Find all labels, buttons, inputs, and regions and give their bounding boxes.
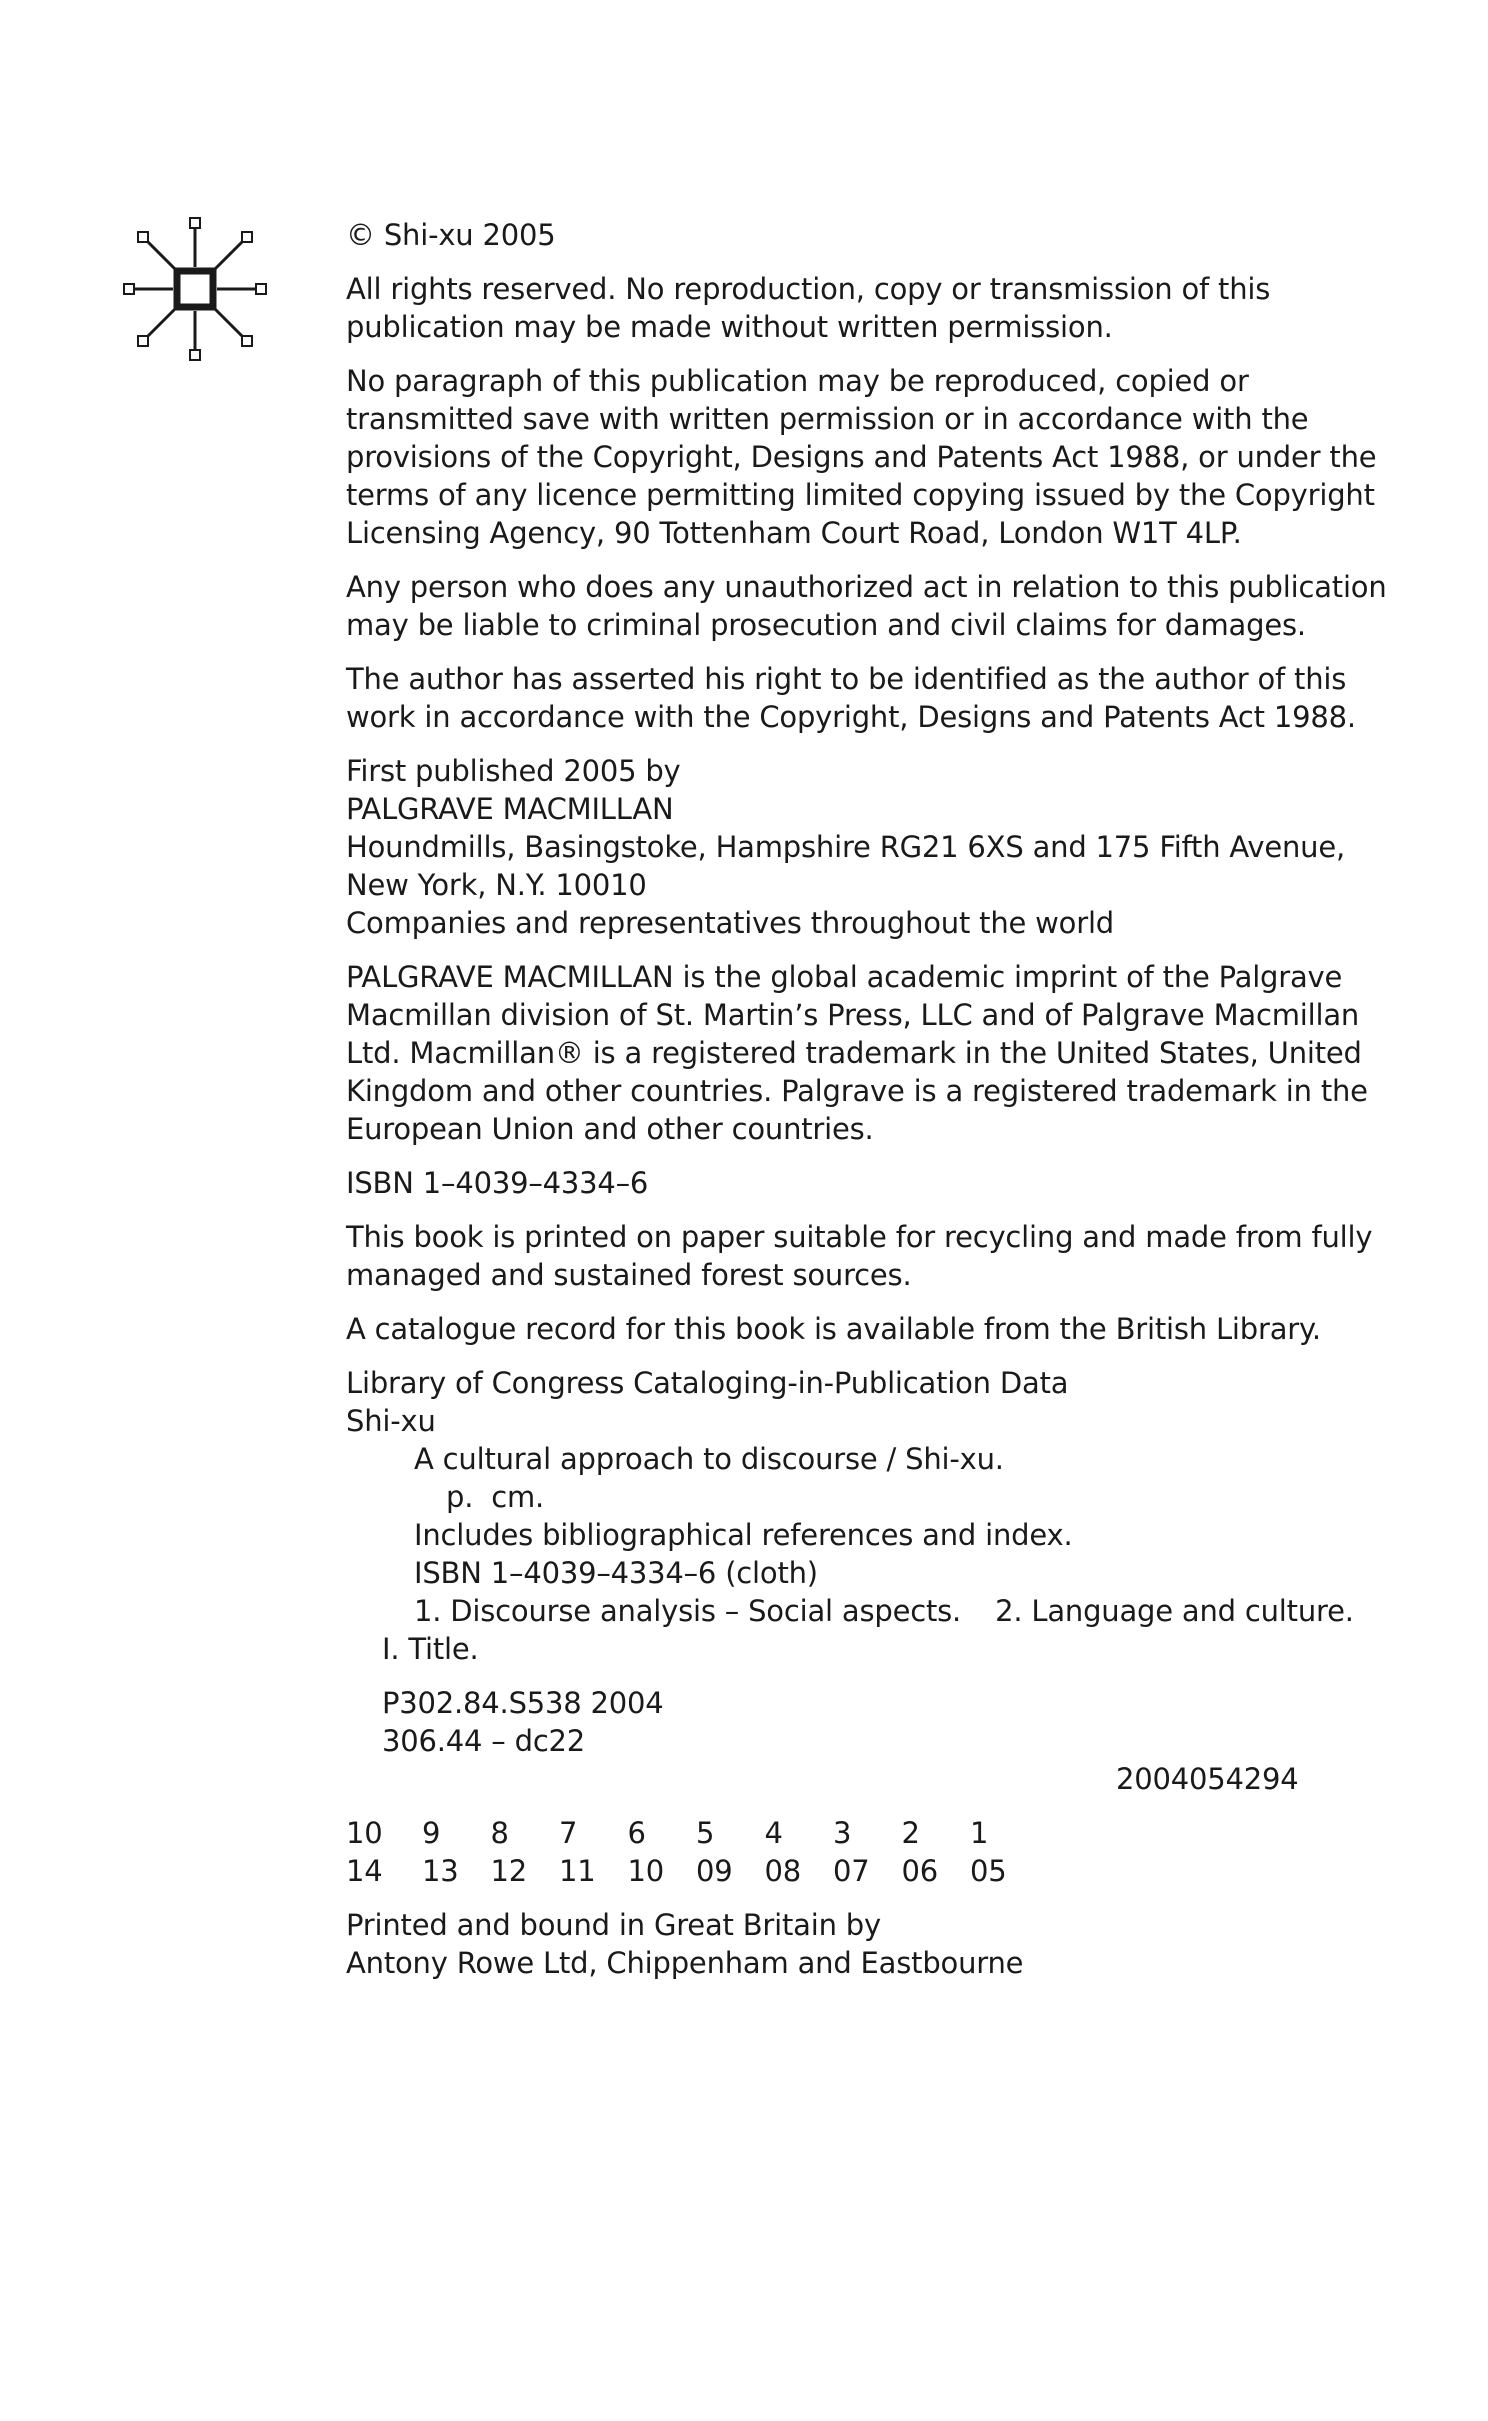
printer-name: Antony Rowe Ltd, Chippenham and Eastbourne — [346, 1946, 1024, 1980]
impression-number: 3 — [833, 1816, 852, 1850]
impression-number: 7 — [559, 1816, 578, 1850]
unauthorized-act-notice — [346, 568, 1387, 644]
year-number: 07 — [833, 1854, 870, 1888]
year-number: 06 — [901, 1854, 939, 1888]
impression-number: 10 — [346, 1816, 383, 1850]
dewey-number: 306.44 – dc22 — [382, 1724, 586, 1758]
printer-details — [346, 1906, 1366, 1982]
copyright-notice: © Shi-xu 2005 — [346, 218, 556, 252]
year-number: 08 — [764, 1854, 802, 1888]
impression-number: 5 — [696, 1816, 715, 1850]
year-number: 10 — [627, 1854, 665, 1888]
text-line: No paragraph of this publication may be reproduced, copied or — [346, 364, 1249, 398]
catalogue-statement: A catalogue record for this book is available from the British Library. — [346, 1312, 1321, 1346]
publisher-address: New York, N.Y. 10010 — [346, 868, 647, 902]
cip-subject: 2. Language and culture. — [995, 1594, 1354, 1628]
reproduction-notice — [346, 362, 1377, 552]
cip-pages: p. — [446, 1480, 474, 1514]
text-line: All rights reserved. No reproduction, copy or transmission of this — [346, 272, 1271, 306]
rights-statement — [346, 270, 1366, 346]
copyright-page — [346, 216, 1387, 1998]
publisher-address: Houndmills, Basingstoke, Hampshire RG21 6XS and 175 Fifth Avenue, — [346, 830, 1345, 864]
cip-author: Shi-xu — [346, 1404, 436, 1438]
text-line: provisions of the Copyright, Designs and Patents Act 1988, or under the — [346, 440, 1377, 474]
year-number: 14 — [346, 1854, 383, 1888]
print-line — [346, 1814, 1366, 1890]
text-line: Licensing Agency, 90 Tottenham Court Road, London W1T 4LP. — [346, 516, 1242, 550]
cip-heading: Library of Congress Cataloging-in-Publication Data — [346, 1366, 1069, 1400]
text-line: work in accordance with the Copyright, Designs and Patents Act 1988. — [346, 700, 1356, 734]
cip-includes: Includes bibliographical references and index. — [414, 1518, 1073, 1552]
text-line: PALGRAVE MACMILLAN is the global academic imprint of the Palgrave — [346, 960, 1343, 994]
imprint-statement — [346, 958, 1366, 1148]
publisher-logo-icon — [120, 214, 270, 364]
text-line: Kingdom and other countries. Palgrave is a registered trademark in the — [346, 1074, 1368, 1108]
impression-number: 9 — [422, 1816, 441, 1850]
cip-subjects — [346, 1592, 1366, 1630]
paper-statement — [346, 1218, 1373, 1294]
text-line: Macmillan division of St. Martin’s Press, LLC and of Palgrave Macmillan — [346, 998, 1360, 1032]
text-line: Printed and bound in Great Britain by — [346, 1908, 881, 1942]
cip-subject: 1. Discourse analysis – Social aspects. — [414, 1594, 962, 1628]
call-number: P302.84.S538 2004 — [382, 1686, 664, 1720]
year-numbers — [346, 1852, 1366, 1890]
text-line: This book is printed on paper suitable for recycling and made from fully — [346, 1220, 1373, 1254]
impression-numbers — [346, 1814, 1366, 1852]
year-number: 11 — [559, 1854, 596, 1888]
impression-number: 4 — [764, 1816, 783, 1850]
impression-number: 2 — [901, 1816, 920, 1850]
text-line: European Union and other countries. — [346, 1112, 874, 1146]
text-line: terms of any licence permitting limited copying issued by the Copyright — [346, 478, 1375, 512]
year-number: 09 — [696, 1854, 733, 1888]
impression-number: 6 — [627, 1816, 646, 1850]
text-line: Any person who does any unauthorized act in relation to this publication — [346, 570, 1387, 604]
year-number: 13 — [422, 1854, 459, 1888]
cip-physical — [346, 1478, 1366, 1516]
author-right-notice — [346, 660, 1366, 736]
text-line: The author has asserted his right to be identified as the author of this — [346, 662, 1347, 696]
text-line: managed and sustained forest sources. — [346, 1258, 912, 1292]
text-line: may be liable to criminal prosecution and civil claims for damages. — [346, 608, 1306, 642]
text-line: Ltd. Macmillan® is a registered trademark in the United States, United — [346, 1036, 1362, 1070]
cip-isbn: ISBN 1–4039–4334–6 (cloth) — [414, 1556, 818, 1590]
text-line: First published 2005 by — [346, 754, 681, 788]
year-number: 05 — [970, 1854, 1007, 1888]
publisher-details — [346, 752, 1366, 942]
lccn: 2004054294 — [1116, 1762, 1299, 1796]
publisher-name: PALGRAVE MACMILLAN — [346, 792, 674, 826]
impression-number: 8 — [490, 1816, 509, 1850]
cip-data — [346, 1364, 1366, 1668]
text-line: Companies and representatives throughout the world — [346, 906, 1115, 940]
cip-title-entry: I. Title. — [382, 1632, 479, 1666]
impression-number: 1 — [970, 1816, 989, 1850]
cip-size: cm. — [491, 1480, 545, 1514]
isbn: ISBN 1–4039–4334–6 — [346, 1166, 649, 1200]
text-line: transmitted save with written permission or in accordance with the — [346, 402, 1309, 436]
year-number: 12 — [490, 1854, 528, 1888]
cip-title: A cultural approach to discourse / Shi-xu. — [414, 1442, 1004, 1476]
text-line: publication may be made without written permission. — [346, 310, 1113, 344]
classification — [346, 1684, 1366, 1798]
